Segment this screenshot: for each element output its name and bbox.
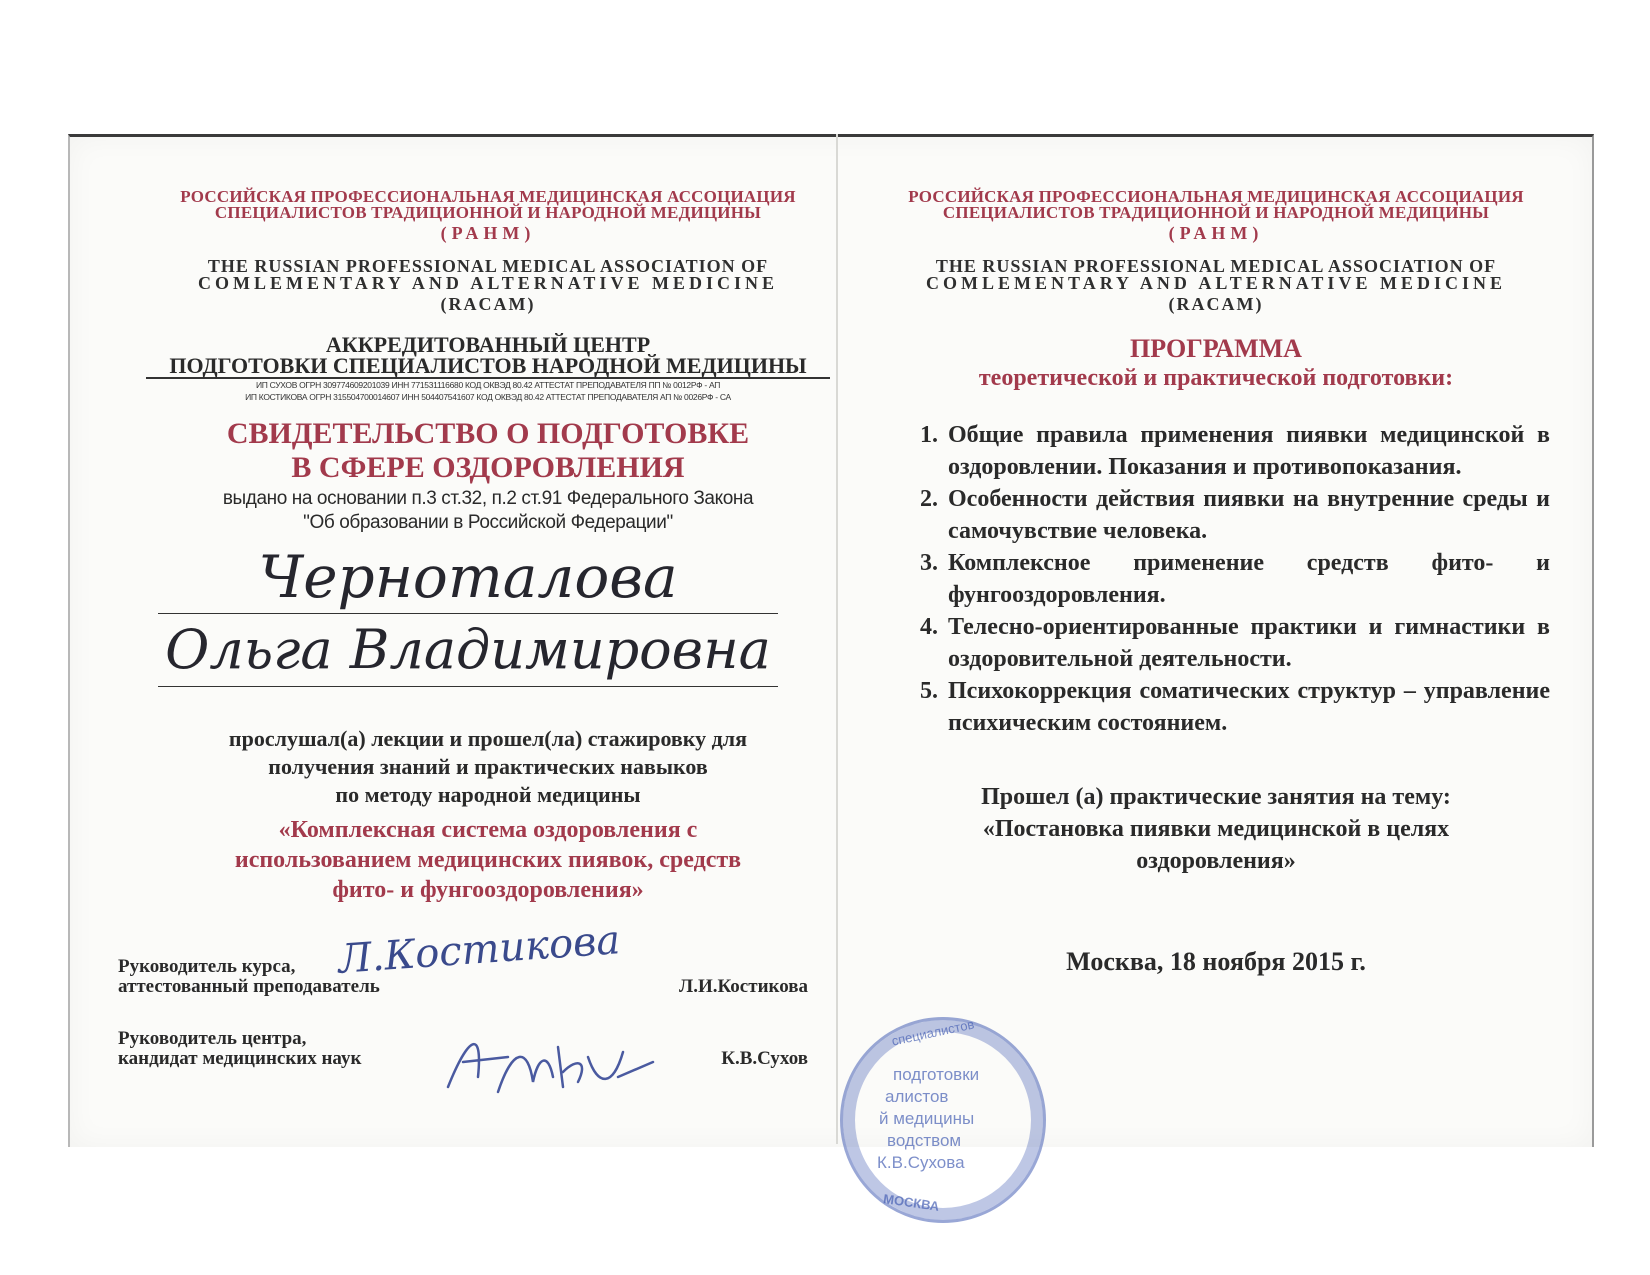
- program-item: 3. Комплексное применение средств фито- и фунгооздоровления.: [944, 547, 1550, 611]
- stamp-rim-bottom: МОСКВА: [882, 1191, 941, 1214]
- official-stamp: [840, 1017, 1046, 1223]
- issue-place-date: Москва, 18 ноября 2015 г.: [1066, 947, 1366, 976]
- course-lead-role-line2: аттестованный преподаватель: [118, 976, 380, 997]
- org-name-ru-right: [882, 189, 1550, 221]
- holder-given-names: Ольга Владимировна: [158, 614, 778, 687]
- training-statement-line2: получения знаний и практических навыков: [268, 754, 708, 779]
- accredited-center-line2: ПОДГОТОВКИ СПЕЦИАЛИСТОВ НАРОДНОЙ МЕДИЦИНЫ: [146, 355, 830, 379]
- practice-topic-line1: Прошел (а) практические занятия на тему:: [981, 784, 1451, 810]
- program-item: 5. Психокоррекция соматических структур – управление психическим состоянием.: [944, 675, 1550, 739]
- certificate-left-page: [118, 137, 858, 1147]
- org-name-en: [118, 258, 858, 292]
- org-name-ru: [118, 189, 858, 221]
- org-abbr-ru: (РАНМ): [440, 223, 536, 243]
- org-name-ru-line2: СПЕЦИАЛИСТОВ ТРАДИЦИОННОЙ И НАРОДНОЙ МЕДИЦИНЫ: [214, 203, 762, 222]
- method-name-line3: фито- и фунгооздоровления»: [332, 877, 644, 903]
- method-name: [118, 815, 858, 905]
- org-name-ru-right-line2: СПЕЦИАЛИСТОВ ТРАДИЦИОННОЙ И НАРОДНОЙ МЕДИЦИНЫ: [942, 203, 1490, 222]
- training-statement-line3: по методу народной медицины: [335, 782, 641, 807]
- org-abbr-en: (RACAM): [440, 294, 536, 314]
- certificate-title: [118, 417, 858, 485]
- program-item: 1. Общие правила применения пиявки медицинской в оздоровлении. Показания и противопоказания.: [944, 419, 1550, 483]
- center-head-name: К.В.Сухов: [721, 1048, 808, 1069]
- org-name-ru-line1: РОССИЙСКАЯ ПРОФЕССИОНАЛЬНАЯ МЕДИЦИНСКАЯ АССОЦИАЦИЯ: [180, 187, 796, 206]
- certificate-title-line1: СВИДЕТЕЛЬСТВО О ПОДГОТОВКЕ: [226, 417, 750, 450]
- legal-basis: [118, 487, 858, 535]
- certificate-title-line2: В СФЕРЕ ОЗДОРОВЛЕНИЯ: [291, 451, 685, 484]
- org-abbr-en-right: (RACAM): [1168, 294, 1264, 314]
- stamp-line1: подготовки: [893, 1065, 980, 1084]
- center-head-signature-scribble: [438, 1017, 698, 1107]
- method-name-line2: использованием медицинских пиявок, средств: [234, 847, 742, 873]
- org-name-en-right-line1: THE RUSSIAN PROFESSIONAL MEDICAL ASSOCIATION OF: [935, 256, 1497, 276]
- program-items-list: [882, 419, 1550, 739]
- center-head-role-line1: Руководитель центра,: [118, 1028, 307, 1049]
- holder-surname: Черноталова: [158, 535, 778, 614]
- stamp-rim-top: специалистов: [890, 1016, 976, 1049]
- program-title: ПРОГРАММА: [1130, 334, 1302, 363]
- practice-topic-line3: оздоровления»: [1136, 848, 1296, 874]
- org-name-en-line2: COMLEMENTARY AND ALTERNATIVE MEDICINE: [198, 273, 778, 293]
- course-lead-name: Л.И.Костикова: [679, 976, 808, 997]
- method-name-line1: «Комплексная система оздоровления с: [278, 817, 698, 843]
- registration-line1: ИП СУХОВ ОГРН 309774609201039 ИНН 771531116680 КОД ОКВЭД 80.42 АТТЕСТАТ ПРЕПОДАВАТЕЛЯ ПП № 0012РФ - АП: [255, 380, 721, 390]
- org-name-en-right-line2: COMLEMENTARY AND ALTERNATIVE MEDICINE: [926, 273, 1506, 293]
- program-subtitle: теоретической и практической подготовки:: [978, 365, 1454, 391]
- org-name-en-line1: THE RUSSIAN PROFESSIONAL MEDICAL ASSOCIATION OF: [207, 256, 769, 276]
- training-statement: [118, 725, 858, 809]
- course-lead-signature: Л.Костикова: [336, 917, 622, 983]
- program-item: 4. Телесно-ориентированные практики и гимнастики в оздоровительной деятельности.: [944, 611, 1550, 675]
- practice-topic: [882, 781, 1550, 877]
- legal-basis-line2: "Об образовании в Российской Федерации": [303, 512, 673, 533]
- certificate-document: [68, 134, 1594, 1214]
- legal-basis-line1: выдано на основании п.3 ст.32, п.2 ст.91 Федерального Закона: [222, 488, 754, 509]
- org-abbr-ru-right: (РАНМ): [1168, 223, 1264, 243]
- stamp-line4: водством: [887, 1131, 962, 1150]
- org-name-ru-right-line1: РОССИЙСКАЯ ПРОФЕССИОНАЛЬНАЯ МЕДИЦИНСКАЯ АССОЦИАЦИЯ: [908, 187, 1524, 206]
- practice-topic-line2: «Постановка пиявки медицинской в целях: [982, 816, 1450, 842]
- stamp-line2: алистов: [885, 1087, 949, 1106]
- page-fold-line: [836, 134, 838, 1144]
- accredited-center-line1: АККРЕДИТОВАННЫЙ ЦЕНТР: [325, 332, 651, 357]
- registration-line2: ИП КОСТИКОВА ОГРН 315504700014607 ИНН 504407541607 КОД ОКВЭД 80.42 АТТЕСТАТ ПРЕПОДАВАТЕЛЯ АП № 0026РФ - СА: [245, 392, 731, 402]
- certificate-right-page: [882, 137, 1550, 1147]
- course-lead-role-line1: Руководитель курса,: [118, 956, 296, 977]
- stamp-line5: К.В.Сухова: [877, 1153, 965, 1172]
- stamp-line3: й медицины: [879, 1109, 975, 1128]
- center-head-role-line2: кандидат медицинских наук: [118, 1048, 362, 1069]
- training-statement-line1: прослушал(а) лекции и прошел(ла) стажировку для: [228, 726, 748, 751]
- program-item: 2. Особенности действия пиявки на внутренние среды и самочувствие человека.: [944, 483, 1550, 547]
- org-name-en-right: [882, 258, 1550, 292]
